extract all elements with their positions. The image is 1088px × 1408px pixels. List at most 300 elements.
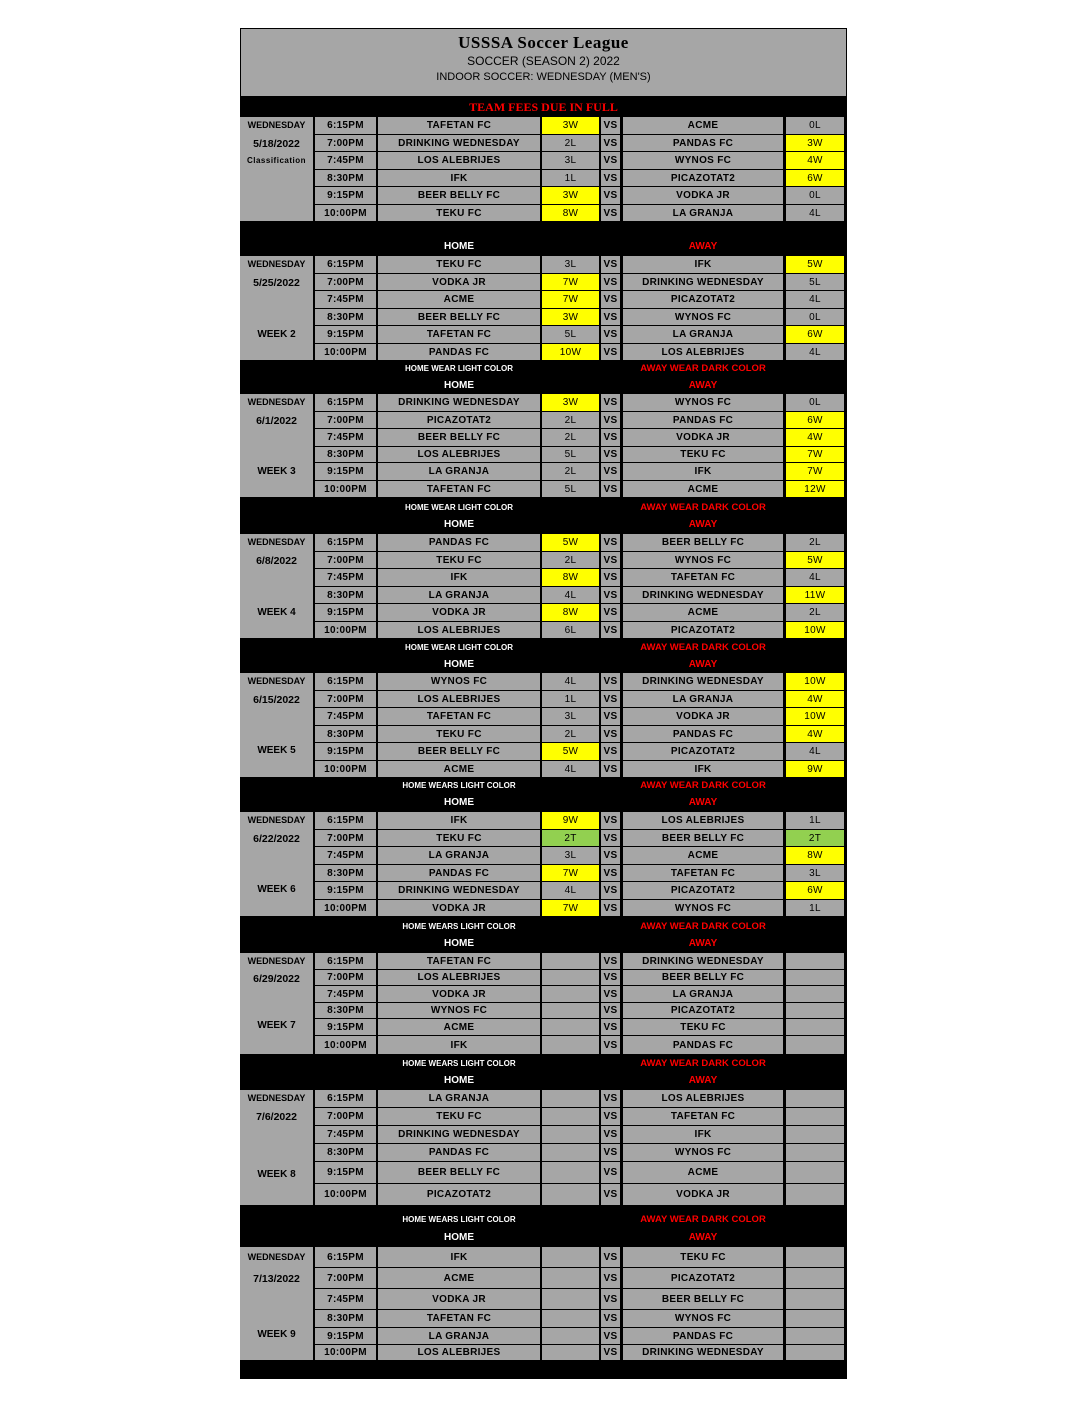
home-team: TAFETAN FC [378,117,540,134]
game-row [240,255,847,273]
week-number: WEEK 4 [257,607,296,618]
game-time: 8:30PM [315,865,376,881]
game-time: 10:00PM [315,1184,376,1205]
game-time: 7:00PM [315,830,376,846]
away-team: VODKA JR [623,429,783,446]
game-time: 7:45PM [315,291,376,308]
away-team: PICAZOTAT2 [623,882,783,899]
away-team: BEER BELLY FC [623,970,783,985]
vs-label: VS [601,1247,620,1267]
home-column-header: HOME [444,658,474,670]
away-team: TEKU FC [623,447,783,462]
home-score: 3W [542,309,599,325]
vs-label: VS [601,830,620,846]
vs-label: VS [601,604,620,621]
game-row [240,308,847,325]
game-row [240,1002,847,1018]
vs-label: VS [601,882,620,899]
home-score: 2T [542,830,599,846]
home-score [542,953,599,969]
away-score: 5L [786,274,844,290]
home-team: TEKU FC [378,1108,540,1125]
week-number: WEEK 6 [257,884,296,895]
home-team: VODKA JR [378,274,540,290]
away-team: BEER BELLY FC [623,534,783,551]
game-row [240,393,847,411]
away-score: 12W [786,481,844,497]
away-score: 6W [786,170,844,186]
away-team: DRINKING WEDNESDAY [623,953,783,969]
vs-label: VS [601,447,620,462]
home-away-header-row [240,794,847,811]
game-row [240,290,847,308]
game-row [240,1288,847,1309]
week-number: WEEK 5 [257,745,296,756]
game-time: 8:30PM [315,1003,376,1018]
game-row [240,116,847,134]
game-time: 8:30PM [315,726,376,742]
away-score: 4L [786,205,844,221]
game-row [240,811,847,829]
game-time: 7:00PM [315,691,376,707]
home-team: TEKU FC [378,205,540,221]
away-team: PICAZOTAT2 [623,170,783,186]
away-score [786,1144,844,1161]
away-score: 4W [786,429,844,446]
away-team: DRINKING WEDNESDAY [623,1345,783,1360]
game-time: 9:15PM [315,1162,376,1183]
game-time: 7:00PM [315,135,376,151]
vs-label: VS [601,187,620,204]
home-score: 3W [542,187,599,204]
home-team: DRINKING WEDNESDAY [378,1126,540,1143]
away-team: LOS ALEBRIJES [623,812,783,829]
game-row [240,1143,847,1161]
vs-label: VS [601,1144,620,1161]
game-time: 6:15PM [315,1090,376,1107]
home-team: LOS ALEBRIJES [378,1345,540,1360]
away-score [786,1328,844,1344]
game-time: 9:15PM [315,187,376,204]
game-row [240,204,847,221]
vs-label: VS [601,1162,620,1183]
home-column-header: HOME [444,241,474,252]
home-score: 4L [542,673,599,690]
vs-label: VS [601,970,620,985]
home-score: 2L [542,412,599,428]
home-uniform-note: HOME WEARS LIGHT COLOR [402,1214,516,1224]
game-time: 7:00PM [315,274,376,290]
game-time: 9:15PM [315,743,376,760]
home-team: LOS ALEBRIJES [378,152,540,169]
away-score: 1L [786,812,844,829]
home-score: 6L [542,622,599,638]
away-score: 4L [786,743,844,760]
game-row [240,480,847,497]
game-time: 10:00PM [315,900,376,916]
home-team: DRINKING WEDNESDAY [378,135,540,151]
home-team: LOS ALEBRIJES [378,447,540,462]
game-row [240,621,847,638]
home-score [542,1310,599,1327]
home-team: PANDAS FC [378,1144,540,1161]
away-score: 7W [786,447,844,462]
home-team: TEKU FC [378,552,540,568]
game-row [240,1246,847,1267]
away-team: LOS ALEBRIJES [623,1090,783,1107]
game-row [240,325,847,343]
game-row [240,446,847,462]
vs-label: VS [601,326,620,343]
away-score: 11W [786,587,844,603]
home-score: 8W [542,569,599,586]
home-team: TAFETAN FC [378,708,540,725]
game-row [240,151,847,169]
home-column-header: HOME [444,519,474,530]
game-time: 8:30PM [315,1310,376,1327]
vs-label: VS [601,1019,620,1035]
away-score [786,1019,844,1035]
uniform-note-row [240,1210,847,1228]
game-row [240,186,847,204]
game-row [240,1161,847,1183]
game-row [240,742,847,760]
game-time: 6:15PM [315,117,376,134]
away-team: LA GRANJA [623,986,783,1002]
away-score [786,1345,844,1360]
home-score: 3L [542,847,599,864]
vs-label: VS [601,691,620,707]
home-score [542,1268,599,1288]
away-team: PANDAS FC [623,135,783,151]
home-team: VODKA JR [378,986,540,1002]
vs-label: VS [601,1268,620,1288]
game-time: 8:30PM [315,587,376,603]
home-score [542,1247,599,1267]
away-score [786,1247,844,1267]
away-team: DRINKING WEDNESDAY [623,274,783,290]
away-score: 4L [786,344,844,360]
game-row [240,760,847,777]
game-row [240,1183,847,1205]
game-row [240,169,847,186]
game-time: 9:15PM [315,326,376,343]
away-team: BEER BELLY FC [623,830,783,846]
week-number: WEEK 8 [257,1169,296,1180]
home-column-header: HOME [444,1231,474,1243]
round-label: Classification [246,156,306,165]
week-number: WEEK 9 [257,1329,296,1340]
away-score [786,953,844,969]
vs-label: VS [601,344,620,360]
away-team: PANDAS FC [623,412,783,428]
vs-label: VS [601,761,620,777]
game-row [240,829,847,846]
home-team: LOS ALEBRIJES [378,691,540,707]
game-row [240,864,847,881]
home-team: WYNOS FC [378,1003,540,1018]
away-team: PANDAS FC [623,1328,783,1344]
away-team: PANDAS FC [623,1036,783,1054]
away-score [786,970,844,985]
home-score [542,1126,599,1143]
game-date: 7/13/2022 [253,1273,300,1285]
game-time: 7:00PM [315,1268,376,1288]
home-score [542,1003,599,1018]
home-team: VODKA JR [378,900,540,916]
away-score [786,986,844,1002]
game-row [240,134,847,151]
away-team: ACME [623,604,783,621]
home-uniform-note: HOME WEARS LIGHT COLOR [402,781,516,790]
away-team: LA GRANJA [623,691,783,707]
vs-label: VS [601,256,620,273]
away-score: 0L [786,309,844,325]
vs-label: VS [601,587,620,603]
away-team: VODKA JR [623,1184,783,1205]
uniform-note-row [240,639,847,656]
game-time: 10:00PM [315,481,376,497]
home-team: ACME [378,1019,540,1035]
away-score: 0L [786,117,844,134]
vs-label: VS [601,1289,620,1309]
vs-label: VS [601,274,620,290]
home-score [542,1184,599,1205]
away-team: WYNOS FC [623,309,783,325]
away-team: PICAZOTAT2 [623,291,783,308]
away-team: PANDAS FC [623,726,783,742]
home-away-header-row [240,238,847,255]
home-team: TAFETAN FC [378,1310,540,1327]
vs-label: VS [601,1126,620,1143]
away-score [786,1184,844,1205]
away-uniform-note: AWAY WEAR DARK COLOR [640,1058,766,1069]
game-time: 7:00PM [315,970,376,985]
home-score: 3L [542,152,599,169]
away-uniform-note: AWAY WEAR DARK COLOR [640,1213,766,1225]
game-row [240,952,847,969]
away-score: 10W [786,622,844,638]
home-column-header: HOME [444,379,474,391]
away-score: 0L [786,187,844,204]
home-score: 9W [542,812,599,829]
home-team: VODKA JR [378,1289,540,1309]
game-time: 6:15PM [315,1247,376,1267]
fees-banner: TEAM FEES DUE IN FULL [469,100,618,114]
home-score: 7W [542,900,599,916]
game-time: 8:30PM [315,1144,376,1161]
game-time: 9:15PM [315,463,376,480]
home-score: 5L [542,326,599,343]
vs-label: VS [601,900,620,916]
away-score: 5W [786,552,844,568]
vs-label: VS [601,1184,620,1205]
away-uniform-note: AWAY WEAR DARK COLOR [640,780,766,791]
game-row [240,533,847,551]
home-score: 5W [542,534,599,551]
away-team: WYNOS FC [623,152,783,169]
game-day: WEDNESDAY [247,537,306,547]
away-score [786,1126,844,1143]
game-time: 7:45PM [315,569,376,586]
away-team: LA GRANJA [623,205,783,221]
home-team: LA GRANJA [378,1090,540,1107]
home-score [542,986,599,1002]
home-score: 2L [542,429,599,446]
away-team: ACME [623,481,783,497]
vs-label: VS [601,986,620,1002]
vs-label: VS [601,812,620,829]
home-score: 3W [542,394,599,411]
game-row [240,411,847,428]
vs-label: VS [601,429,620,446]
home-score: 2L [542,726,599,742]
home-score: 1L [542,170,599,186]
away-score: 9W [786,761,844,777]
home-away-header-row [240,377,847,393]
game-date: 6/8/2022 [256,555,297,567]
away-score [786,1036,844,1054]
home-team: ACME [378,761,540,777]
uniform-note-row [240,777,847,794]
away-score: 3W [786,135,844,151]
week-number: WEEK 2 [257,329,296,340]
vs-label: VS [601,117,620,134]
away-score [786,1108,844,1125]
away-score: 4L [786,291,844,308]
home-score: 3L [542,708,599,725]
home-score [542,1144,599,1161]
game-time: 7:00PM [315,412,376,428]
home-team: PANDAS FC [378,344,540,360]
home-score: 8W [542,205,599,221]
game-time: 9:15PM [315,1328,376,1344]
away-team: IFK [623,463,783,480]
home-team: DRINKING WEDNESDAY [378,882,540,899]
away-column-header: AWAY [688,938,718,949]
home-away-header-row [240,516,847,533]
game-time: 6:15PM [315,394,376,411]
away-score: 8W [786,847,844,864]
vs-label: VS [601,743,620,760]
home-team: WYNOS FC [378,673,540,690]
game-row [240,1344,847,1360]
home-team: TEKU FC [378,726,540,742]
away-team: LA GRANJA [623,326,783,343]
game-time: 10:00PM [315,344,376,360]
home-team: LOS ALEBRIJES [378,622,540,638]
vs-label: VS [601,481,620,497]
away-score: 10W [786,708,844,725]
home-column-header: HOME [444,938,474,949]
away-team: ACME [623,1162,783,1183]
game-day: WEDNESDAY [247,815,306,825]
home-team: LOS ALEBRIJES [378,970,540,985]
home-score [542,1036,599,1054]
vs-label: VS [601,569,620,586]
home-score: 10W [542,344,599,360]
game-day: WEDNESDAY [247,1252,306,1262]
away-score [786,1310,844,1327]
away-team: WYNOS FC [623,552,783,568]
game-date: 6/22/2022 [253,833,300,845]
vs-label: VS [601,1328,620,1344]
home-score: 5L [542,481,599,497]
home-uniform-note: HOME WEAR LIGHT COLOR [405,364,513,373]
home-team: TEKU FC [378,830,540,846]
away-score: 3L [786,865,844,881]
game-time: 10:00PM [315,205,376,221]
game-row [240,1018,847,1035]
home-score [542,1345,599,1360]
game-row [240,462,847,480]
league-title: USSSA Soccer League [458,33,629,52]
game-row [240,1267,847,1288]
away-score: 4L [786,569,844,586]
game-time: 6:15PM [315,534,376,551]
game-row [240,985,847,1002]
home-team: IFK [378,1036,540,1054]
home-score: 3W [542,117,599,134]
home-score [542,1108,599,1125]
home-score: 3L [542,256,599,273]
away-column-header: AWAY [688,658,718,670]
division-title: INDOOR SOCCER: WEDNESDAY (MEN'S) [436,71,651,83]
game-day: WEDNESDAY [247,259,306,269]
schedule-sheet [240,28,847,1379]
home-score [542,1289,599,1309]
game-time: 6:15PM [315,812,376,829]
away-team: IFK [623,256,783,273]
home-team: ACME [378,291,540,308]
away-team: PICAZOTAT2 [623,743,783,760]
vs-label: VS [601,865,620,881]
away-column-header: AWAY [688,797,718,808]
away-team: PICAZOTAT2 [623,1268,783,1288]
home-team: BEER BELLY FC [378,743,540,760]
vs-label: VS [601,953,620,969]
vs-label: VS [601,1036,620,1054]
away-score: 0L [786,394,844,411]
game-row [240,343,847,360]
vs-label: VS [601,552,620,568]
game-time: 6:15PM [315,256,376,273]
vs-label: VS [601,291,620,308]
game-date: 6/15/2022 [253,694,300,706]
away-team: VODKA JR [623,708,783,725]
uniform-note-row [240,360,847,377]
away-score: 1L [786,900,844,916]
home-score [542,1090,599,1107]
away-score: 6W [786,326,844,343]
game-time: 9:15PM [315,882,376,899]
away-team: TEKU FC [623,1019,783,1035]
home-away-header-row [240,1228,847,1246]
home-team: PICAZOTAT2 [378,1184,540,1205]
home-team: LA GRANJA [378,847,540,864]
home-team: TEKU FC [378,256,540,273]
home-team: IFK [378,812,540,829]
vs-label: VS [601,135,620,151]
game-row [240,690,847,707]
game-date: 6/1/2022 [256,415,297,427]
game-row [240,428,847,446]
game-row [240,969,847,985]
game-time: 7:45PM [315,1126,376,1143]
home-score [542,970,599,985]
away-score: 4W [786,691,844,707]
game-time: 7:45PM [315,986,376,1002]
